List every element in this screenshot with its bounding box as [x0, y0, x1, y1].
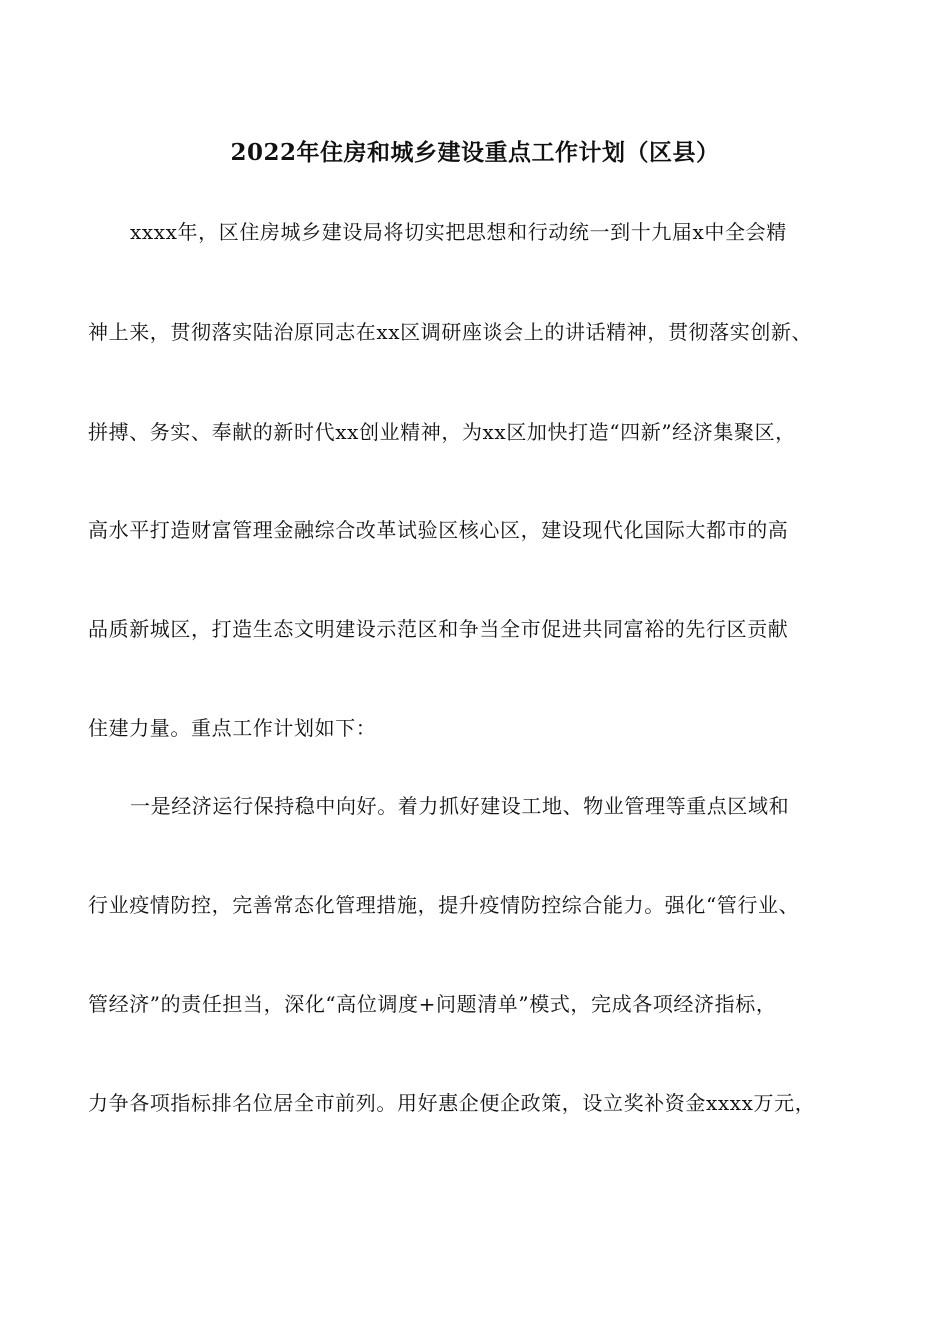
paragraph-line: 力争各项指标排名位居全市前列。用好惠企便企政策，设立奖补资金xxxx万元，: [88, 1091, 816, 1115]
paragraph-line: 高水平打造财富管理金融综合改革试验区核心区，建设现代化国际大都市的高: [88, 518, 789, 542]
paragraph-line: 行业疫情防控，完善常态化管理措施，提升疫情防控综合能力。强化“管行业、: [88, 893, 800, 917]
paragraph-line: 管经济”的责任担当，深化“高位调度+问题清单”模式，完成各项经济指标，: [88, 992, 777, 1016]
paragraph-line: 一是经济运行保持稳中向好。着力抓好建设工地、物业管理等重点区域和: [130, 794, 790, 818]
paragraph-line: 拼搏、务实、奉献的新时代xx创业精神，为xx区加快打造“四新”经济集聚区，: [88, 420, 796, 444]
paragraph-line: xxxx年，区住房城乡建设局将切实把思想和行动统一到十九届x中全会精: [130, 220, 787, 244]
paragraph-line: 神上来，贯彻落实陆治原同志在xx区调研座谈会上的讲话精神，贯彻落实创新、: [88, 320, 813, 344]
document-title: 2022年住房和城乡建设重点工作计划（区县）: [230, 139, 720, 166]
paragraph-line: 品质新城区，打造生态文明建设示范区和争当全市促进共同富裕的先行区贡献: [88, 617, 789, 641]
paragraph-line: 住建力量。重点工作计划如下：: [88, 716, 377, 740]
